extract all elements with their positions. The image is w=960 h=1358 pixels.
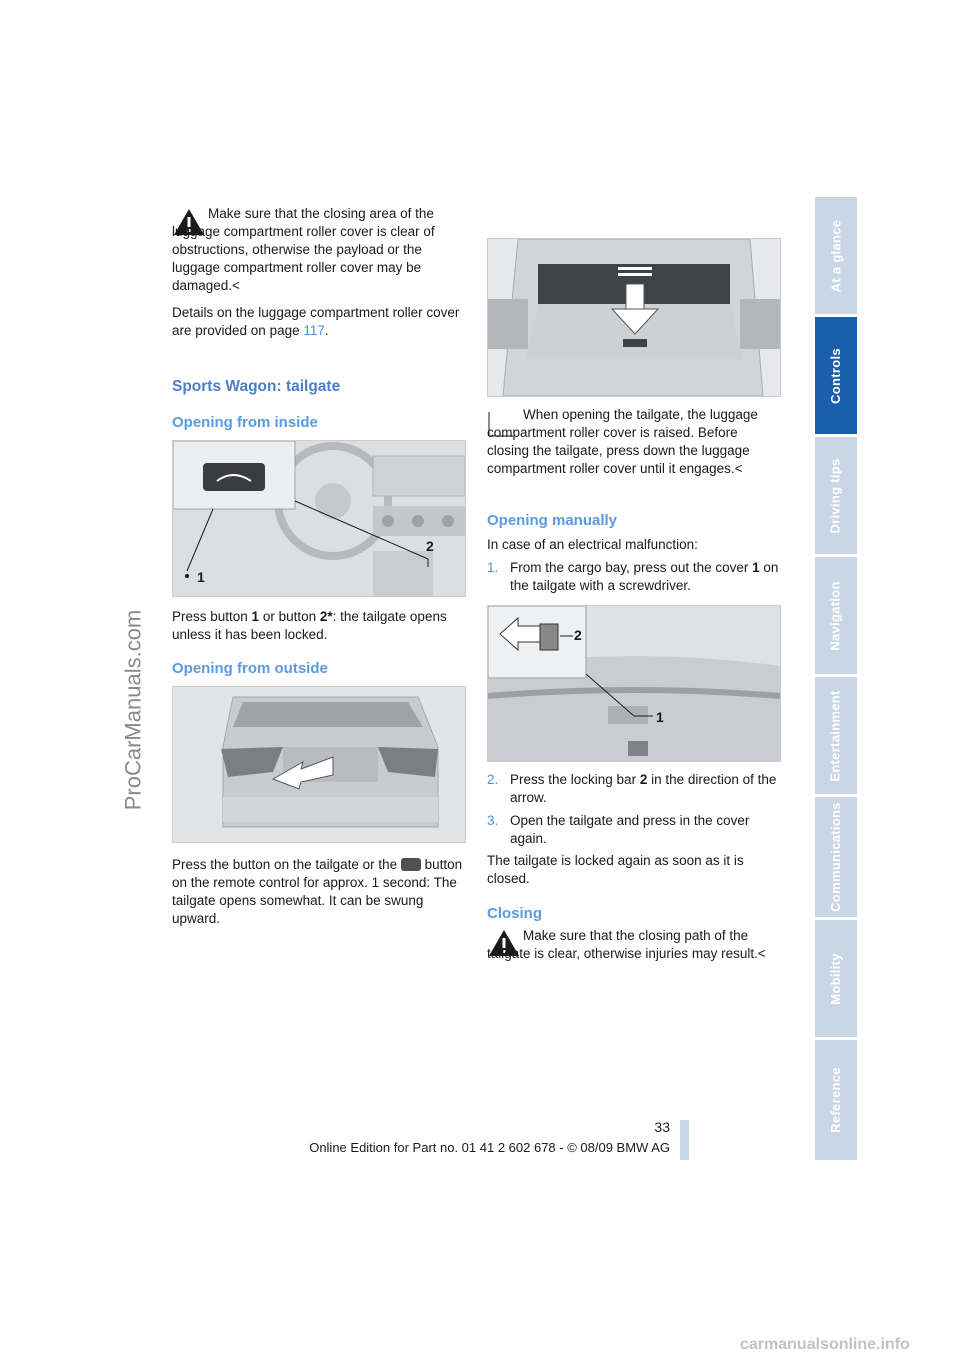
page-link-117[interactable]: 117 (303, 323, 325, 338)
step-2 (487, 771, 779, 807)
callout-1: 1 (656, 709, 664, 725)
step-text: on the tailgate with a screwdriver. (510, 560, 779, 593)
callout-2: 2 (426, 538, 434, 554)
warning-text: Make sure that the closing path of the tailgate is clear, otherwise injuries may result. (487, 928, 758, 961)
text: : the tailgate opens unless it has been locked. (172, 609, 447, 642)
end-mark: < (232, 278, 240, 293)
subheading-opening-inside: Opening from inside (172, 414, 318, 431)
outside-paragraph (172, 856, 464, 928)
page-number: 33 (654, 1119, 670, 1135)
subheading-closing: Closing (487, 905, 542, 922)
callout-2: 2 (574, 627, 582, 643)
section-title: Sports Wagon: tailgate (172, 378, 341, 395)
press-button-paragraph (172, 608, 464, 644)
tab-reference[interactable]: Reference (815, 1040, 857, 1160)
text: button on the remote control for approx. 1 second: The tailgate opens somewhat. It can be swung upward. (172, 857, 463, 926)
step-number: 2. (487, 772, 499, 787)
button-ref-2: 2* (319, 609, 333, 624)
step-text: Open the tailgate and press in the cover again. (510, 813, 750, 846)
bottom-watermark: carmanualsonline.info (740, 1336, 910, 1353)
text: or button (259, 609, 320, 624)
tab-navigation[interactable]: Navigation (815, 557, 857, 674)
details-end: . (324, 323, 329, 338)
end-mark: < (734, 461, 743, 476)
cover-ref: 1 (752, 560, 760, 575)
procarmanuals-watermark: ProCarManuals.com (120, 609, 146, 811)
step-1 (487, 559, 779, 595)
tailgate-cover-illustration (487, 605, 781, 762)
end-mark: < (757, 946, 766, 961)
edition-footer: Online Edition for Part no. 01 41 2 602 678 - © 08/09 BMW AG (309, 1140, 670, 1155)
step-text: Press the locking bar (510, 772, 640, 787)
roller-cover-illustration (487, 238, 781, 397)
callout-1: 1 (197, 569, 205, 585)
warning-closing (487, 927, 779, 963)
tab-communications[interactable]: Communications (815, 797, 857, 917)
step-text: From the cargo bay, press out the cover (510, 560, 753, 575)
step-number: 3. (487, 813, 499, 828)
warning-roller-cover (172, 205, 464, 295)
warning-text: Make sure that the closing area of the luggage compartment roller cover is clear of obstructions, otherwise the payload or the luggage compartment roller cover may be damaged. (172, 206, 435, 293)
tab-mobility[interactable]: Mobility (815, 920, 857, 1037)
details-paragraph (172, 304, 464, 340)
step-3 (487, 812, 779, 848)
note-text: When opening the tailgate, the luggage compartment roller cover is raised. Before closing the tailgate, press down the luggage compartment roller cover until it engages. (487, 407, 758, 476)
subheading-opening-outside: Opening from outside (172, 660, 328, 677)
roller-cover-note (487, 406, 779, 478)
malfunction-text: In case of an electrical malfunction: (487, 537, 698, 552)
step-number: 1. (487, 560, 499, 575)
tab-controls[interactable]: Controls (815, 317, 857, 434)
tab-at-a-glance[interactable]: At a glance (815, 197, 857, 314)
step-text: in the direction of the arrow. (510, 772, 777, 805)
dashboard-illustration (172, 440, 466, 597)
tab-driving-tips[interactable]: Driving tips (815, 437, 857, 554)
locking-bar-ref: 2 (639, 772, 648, 787)
tailgate-exterior-illustration (172, 686, 466, 843)
details-text: Details on the luggage compartment roller cover are provided on page (172, 305, 460, 338)
text: Press the button on the tailgate or the (172, 857, 401, 872)
tab-entertainment[interactable]: Entertainment (815, 677, 857, 794)
subheading-opening-manually: Opening manually (487, 512, 618, 529)
locked-paragraph: The tailgate is locked again as soon as it is closed. (487, 853, 744, 886)
footer-bar (680, 1120, 689, 1160)
button-ref-1: 1 (251, 609, 260, 624)
text: Press button (172, 609, 252, 624)
tailgate-remote-icon (401, 858, 421, 871)
